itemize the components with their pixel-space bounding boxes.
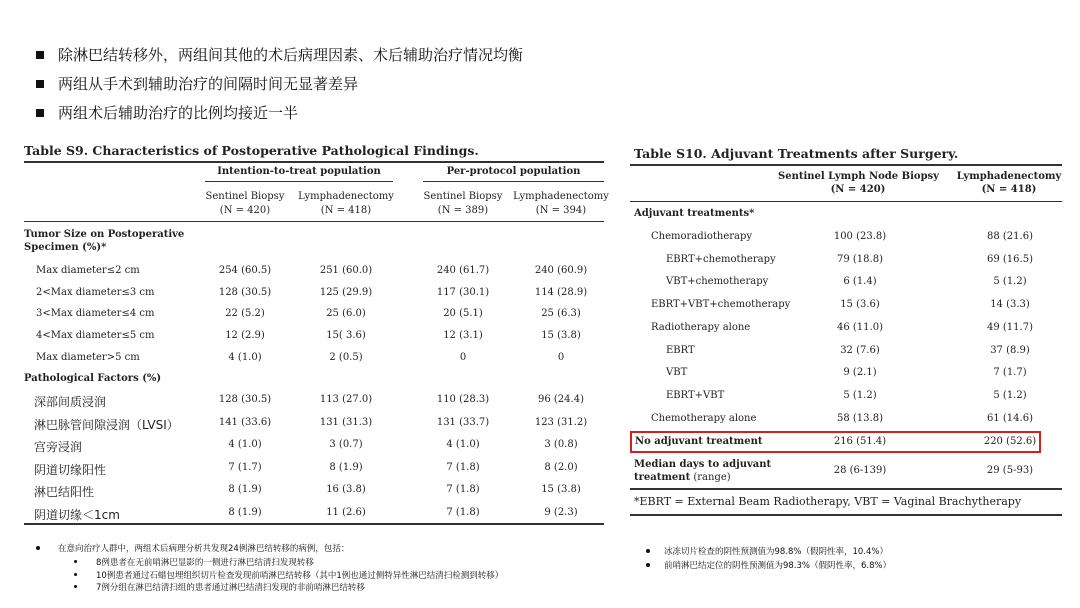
- col-header: Lymphadenectomy: [513, 191, 609, 202]
- row-label: 宫旁浸润: [34, 440, 83, 455]
- table-cell: 125 (29.9): [319, 286, 373, 298]
- row-label: 阴道切缘阳性: [34, 462, 107, 477]
- row-label: Max diameter>5 cm: [36, 351, 140, 363]
- table-cell: 22 (5.2): [225, 308, 265, 320]
- table-cell: 28 (6-139): [833, 465, 887, 476]
- col-header-n: (N = 420): [830, 184, 886, 195]
- table-s9-title: Table S9. Characteristics of Postoperative Pathological Findings.: [24, 143, 479, 158]
- bullet-dot-icon: [74, 573, 77, 576]
- table-cell: 7 (1.8): [446, 507, 480, 518]
- col-header: Sentinel Lymph Node Biopsy: [778, 171, 939, 182]
- table-cell: 114 (28.9): [534, 286, 588, 298]
- table-cell: 110 (28.3): [436, 394, 490, 405]
- table-cell: 12 (3.1): [443, 330, 483, 342]
- col-header: Lymphadenectomy: [956, 171, 1062, 182]
- table-rule: [205, 181, 393, 182]
- row-label: 淋巴脉管间隙浸润（LVSI）: [34, 417, 179, 432]
- note-sub: 8例患者在无前哨淋巴显影的一侧进行淋巴结清扫发现转移: [96, 558, 314, 568]
- table-s10-title: Table S10. Adjuvant Treatments after Surgery.: [634, 146, 959, 161]
- table-cell: 8 (1.9): [228, 484, 262, 496]
- table-rule: [630, 514, 1062, 516]
- row-label: EBRT+VBT: [666, 389, 725, 401]
- row-label: Chemoradiotherapy: [651, 231, 753, 242]
- table-cell: 37 (8.9): [990, 344, 1030, 356]
- square-bullet-icon: [36, 51, 44, 59]
- table-rule: [24, 221, 604, 222]
- section-tumor-size: Tumor Size on Postoperative: [24, 229, 185, 240]
- table-cell: 131 (33.7): [436, 416, 490, 428]
- median-label-2: [634, 472, 731, 483]
- note-main: 在意向治疗人群中，两组术后病理分析共发现24例淋巴结转移的病例，包括：: [58, 544, 350, 554]
- table-cell: 9 (2.1): [843, 367, 877, 379]
- bullet-text: 除淋巴结转移外，两组间其他的术后病理因素、术后辅助治疗情况均衡: [58, 46, 524, 64]
- table-cell: 5 (1.2): [993, 276, 1027, 288]
- bullet-dot-icon: [74, 585, 77, 588]
- bullet-item: [36, 69, 523, 98]
- table-cell: 240 (61.7): [436, 265, 490, 276]
- row-label: 3<Max diameter≤4 cm: [36, 308, 155, 320]
- table-cell: 32 (7.6): [840, 344, 880, 356]
- table-cell: 251 (60.0): [319, 265, 373, 276]
- table-cell: 15( 3.6): [326, 330, 366, 342]
- bullet-text: 两组术后辅助治疗的比例均接近一半: [58, 104, 299, 122]
- table-cell: 0: [557, 351, 565, 363]
- note-sub: 10例患者通过石蜡包埋组织切片检查发现前哨淋巴结转移（其中1例也通过侧特异性淋巴结清扫检测到转移）: [96, 571, 504, 581]
- no-adjuvant-label: No adjuvant treatment: [635, 436, 763, 447]
- table-cell: 58 (13.8): [837, 412, 883, 424]
- row-label: EBRT: [666, 344, 695, 356]
- table-cell: 128 (30.5): [218, 394, 272, 405]
- table-cell: 14 (3.3): [990, 299, 1030, 311]
- row-label: VBT+chemotherapy: [666, 276, 769, 288]
- col-header-n: (N = 389): [437, 205, 489, 216]
- table-cell: 11 (2.6): [326, 507, 366, 518]
- table-cell: 141 (33.6): [218, 416, 272, 428]
- bullet-dot-icon: [646, 549, 650, 553]
- row-label: VBT: [666, 367, 688, 379]
- col-header-n: (N = 418): [320, 205, 372, 216]
- row-label: 淋巴结阳性: [34, 485, 95, 500]
- col-header-n: (N = 420): [219, 205, 271, 216]
- table-cell: 15 (3.6): [840, 299, 880, 311]
- group-header-pp: Per-protocol population: [446, 166, 581, 177]
- table-cell: 4 (1.0): [228, 439, 262, 451]
- col-header-n: (N = 394): [535, 205, 587, 216]
- table-cell: 15 (3.8): [541, 330, 581, 342]
- col-header: Sentinel Biopsy: [423, 191, 503, 202]
- row-label: EBRT+VBT+chemotherapy: [651, 299, 791, 311]
- group-header-itt: Intention-to-treat population: [217, 166, 381, 177]
- table-cell: 9 (2.3): [544, 507, 578, 518]
- table-cell: 4 (1.0): [228, 351, 262, 363]
- table-cell: 15 (3.8): [541, 484, 581, 496]
- table-cell: 7 (1.8): [446, 484, 480, 496]
- table-cell: 61 (14.6): [987, 412, 1033, 424]
- table-cell: 8 (1.9): [329, 461, 363, 473]
- table-cell: 69 (16.5): [987, 253, 1033, 265]
- bullet-text: 两组从手术到辅助治疗的间隔时间无显著差异: [58, 75, 359, 93]
- table-cell: 29 (5-93): [986, 465, 1034, 476]
- table-cell: 8 (2.0): [544, 461, 578, 473]
- col-header-n: (N = 418): [981, 184, 1037, 195]
- table-cell: 254 (60.5): [218, 265, 272, 276]
- table-cell: 7 (1.8): [446, 461, 480, 473]
- table-rule: [24, 523, 604, 525]
- table-cell: 25 (6.0): [326, 308, 366, 320]
- row-label: 2<Max diameter≤3 cm: [36, 286, 155, 298]
- row-label: 深部间质浸润: [34, 395, 107, 409]
- note-right: 冰冻切片检查的阴性预测值为98.8%（假阴性率，10.4%）: [664, 547, 889, 557]
- row-label: Max diameter≤2 cm: [36, 265, 140, 276]
- square-bullet-icon: [36, 109, 44, 117]
- table-cell: 128 (30.5): [218, 286, 272, 298]
- row-label: 4<Max diameter≤5 cm: [36, 330, 155, 342]
- table-cell: 96 (24.4): [538, 394, 584, 405]
- section-adjuvant: Adjuvant treatments*: [634, 208, 755, 219]
- table-cell: 7 (1.7): [228, 461, 262, 473]
- row-label: EBRT+chemotherapy: [666, 253, 776, 265]
- section-pathological-factors: Pathological Factors (%): [24, 373, 162, 384]
- table-cell: 117 (30.1): [436, 286, 490, 298]
- note-right: 前哨淋巴结定位的阴性预测值为98.3%（假阴性率，6.8%）: [664, 561, 892, 571]
- table-cell: 25 (6.3): [541, 308, 581, 320]
- table-cell: 8 (1.9): [228, 507, 262, 518]
- table-cell: 46 (11.0): [837, 321, 883, 333]
- table-rule: [630, 488, 1062, 490]
- col-header: Lymphadenectomy: [298, 191, 394, 202]
- median-label: Median days to adjuvant: [634, 459, 772, 470]
- table-cell: 16 (3.8): [326, 484, 366, 496]
- note-sub: 7例分组在淋巴结清扫组的患者通过淋巴结清扫发现的非前哨淋巴结转移: [96, 583, 365, 593]
- median-label-bold: treatment: [634, 472, 691, 483]
- row-label: 阴道切缘＜1cm: [34, 508, 120, 522]
- table-cell: 113 (27.0): [319, 394, 373, 405]
- section-tumor-size: Specimen (%)*: [24, 242, 107, 253]
- table-rule: [423, 181, 604, 182]
- bullet-item: [36, 98, 523, 127]
- table-cell: 240 (60.9): [534, 265, 588, 276]
- table-cell: 2 (0.5): [329, 351, 363, 363]
- table-cell: 6 (1.4): [843, 276, 877, 288]
- summary-bullets: [36, 40, 523, 127]
- table-cell: 4 (1.0): [446, 439, 480, 451]
- table-rule: [630, 201, 1062, 202]
- table-cell: 131 (31.3): [319, 416, 373, 428]
- table-cell: 0: [459, 351, 467, 363]
- table-cell: 12 (2.9): [225, 330, 265, 342]
- table-cell: 79 (18.8): [837, 253, 883, 265]
- table-rule: [630, 164, 1062, 166]
- bullet-dot-icon: [74, 560, 77, 563]
- row-label: Chemotherapy alone: [651, 412, 757, 424]
- bullet-dot-icon: [36, 546, 40, 550]
- table-cell: 100 (23.8): [833, 231, 887, 242]
- table-cell: 88 (21.6): [987, 231, 1033, 242]
- bullet-item: [36, 40, 523, 69]
- table-cell: 49 (11.7): [987, 321, 1033, 333]
- col-header: Sentinel Biopsy: [205, 191, 285, 202]
- table-cell: 7 (1.7): [993, 367, 1027, 379]
- table-footnote: *EBRT = External Beam Radiotherapy, VBT = Vaginal Brachytherapy: [634, 495, 1022, 508]
- table-cell: 20 (5.1): [443, 308, 483, 320]
- table-cell: 220 (52.6): [983, 436, 1037, 447]
- table-cell: 3 (0.8): [544, 439, 578, 451]
- square-bullet-icon: [36, 80, 44, 88]
- median-label-range: (range): [693, 472, 731, 483]
- table-cell: 5 (1.2): [843, 389, 877, 401]
- table-cell: 5 (1.2): [993, 389, 1027, 401]
- table-cell: 216 (51.4): [833, 436, 887, 447]
- table-cell: 3 (0.7): [329, 439, 363, 451]
- bullet-dot-icon: [646, 563, 650, 567]
- row-label: Radiotherapy alone: [651, 321, 751, 333]
- table-cell: 123 (31.2): [534, 416, 588, 428]
- table-rule: [24, 161, 604, 163]
